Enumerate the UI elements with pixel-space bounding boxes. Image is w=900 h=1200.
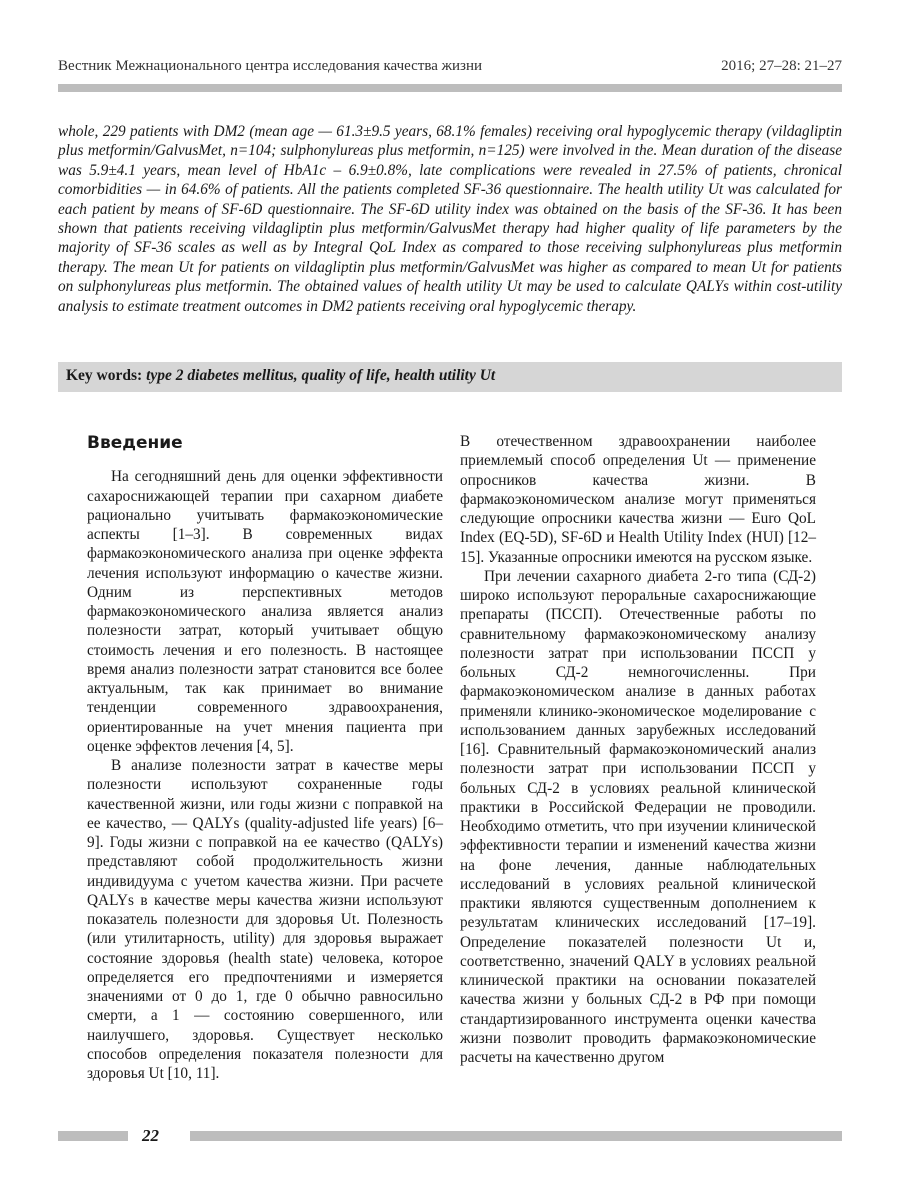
footer-rule-left — [58, 1131, 128, 1141]
journal-title: Вестник Межнационального центра исследования качества жизни — [58, 58, 483, 74]
issue-reference: 2016; 27–28: 21–27 — [721, 58, 842, 74]
left-column — [87, 428, 443, 1083]
paragraph: На сегодняшний день для оценки эффективности сахароснижающей терапии при сахарном диабете рационально учитывать фармакоэкономические аспекты [1–3]. В современных видах фармакоэкономического анализа при оценке эффекта лечения используют информацию о качестве жизни. Одним из перспективных методов фармакоэкономического анализа является анализ полезности затрат, который учитывает общую стоимость лечения и его полезность. В настоящее время анализ полезности затрат становится все более актуальным, так как принимает во внимание тенденции современного здравоохранения, ориентированные на учет мнения пациента при оценке эффектов лечения [4, 5]. — [87, 468, 443, 755]
footer-rule-right — [190, 1131, 842, 1141]
keywords-box — [58, 362, 842, 392]
keywords-label: Key words: — [66, 367, 143, 384]
paragraph: При лечении сахарного диабета 2-го типа (СД-2) широко используют пероральные сахароснижающие препараты (ПССП). Отечественные работы по сравнительному фармакоэкономическому анализу полезности затрат при использовании ПССП у больных СД-2 немногочисленны. При фармакоэкономическом анализе в данных работах применяли клинико-экономическое моделирование с использованием данных зарубежных исследований [16]. Сравнительный фармакоэкономический анализ полезности затрат при использовании ПССП у больных СД-2 в условиях реальной клинической практики в Российской Федерации не проводили. Необходимо отметить, что при изучении клинической эффективности терапии и изменений качества жизни на фоне лечения, данные наблюдательных исследований в условиях реальной клинической практики являются существенным дополнением к результатам клинических исследований [17–19]. Определение показателей полезности Ut и, соответственно, значений QALY в условиях реальной клинической практики на основании показателей качества жизни у больных СД-2 в РФ при помощи стандартизированного инструмента оценки качества жизни позволит проводить фармакоэкономические расчеты на качественно другом — [460, 567, 816, 1066]
section-title: Введение — [87, 433, 183, 453]
keywords-text: type 2 diabetes mellitus, quality of life, health utility Ut — [146, 367, 496, 384]
right-column — [460, 432, 816, 1067]
paragraph: В отечественном здравоохранении наиболее приемлемый способ определения Ut — применение опросников качества жизни. В фармакоэкономическом анализе могут применяться следующие опросники качества жизни — Euro QoL Index (EQ-5D), SF-6D и Health Utility Index (HUI) [12–15]. Указанные опросники имеются на русском языке. — [460, 433, 816, 566]
paragraph: В анализе полезности затрат в качестве меры полезности используют сохраненные годы качественной жизни, или годы жизни с поправкой на ее качество, — QALYs (quality-adjusted life years) [6–9]. Годы жизни с поправкой на ее качество (QALYs) представляют собой продолжительность жизни индивидуума с учетом качества жизни. При расчете QALYs в качестве меры качества жизни используют показатель полезности для здоровья Ut. Полезность (или утилитарность, utility) для здоровья выражает состояние здоровья (health state) человека, которое определяется его предпочтениями и измеряется значениями от 0 до 1, где 0 обычно равносильно смерти, а 1 — состоянию совершенного, или наилучшего, здоровья. Существует несколько способов определения показателя полезности для здоровья Ut [10, 11]. — [87, 757, 443, 1082]
page-number: 22 — [142, 1126, 159, 1145]
abstract-text: whole, 229 patients with DM2 (mean age — 61.3±9.5 years, 68.1% females) receiving oral hypoglycemic therapy (vildagliptin plus metformin/GalvusMet, n=104; sulphonylureas plus metformin, n=125) were involved in the. Mean duration of the disease was 5.9±4.1 years, mean level of HbA1c – 6.9±0.8%, late complications were revealed in 27.5% of patients, chronical comorbidities — in 64.6% of patients. All the patients completed SF-36 questionnaire. The health utility Ut was calculated for each patient by means of SF-6D questionnaire. The SF-6D utility index was obtained on the basis of the SF-36. It has been shown that patients receiving vildagliptin plus metformin/GalvusMet therapy had higher quality of life parameters by the majority of SF-36 scales as well as by Integral QoL Index as compared to those receiving sulphonylureas plus metformin therapy. The mean Ut for patients on vildagliptin plus metformin/GalvusMet was higher as compared to mean Ut for patients on sulphonylureas plus metformin. The obtained values of health utility Ut may be used to calculate QALYs within cost-utility analysis to estimate treatment outcomes in DM2 patients receiving oral hypoglycemic therapy. — [58, 123, 842, 315]
header-rule — [58, 84, 842, 92]
